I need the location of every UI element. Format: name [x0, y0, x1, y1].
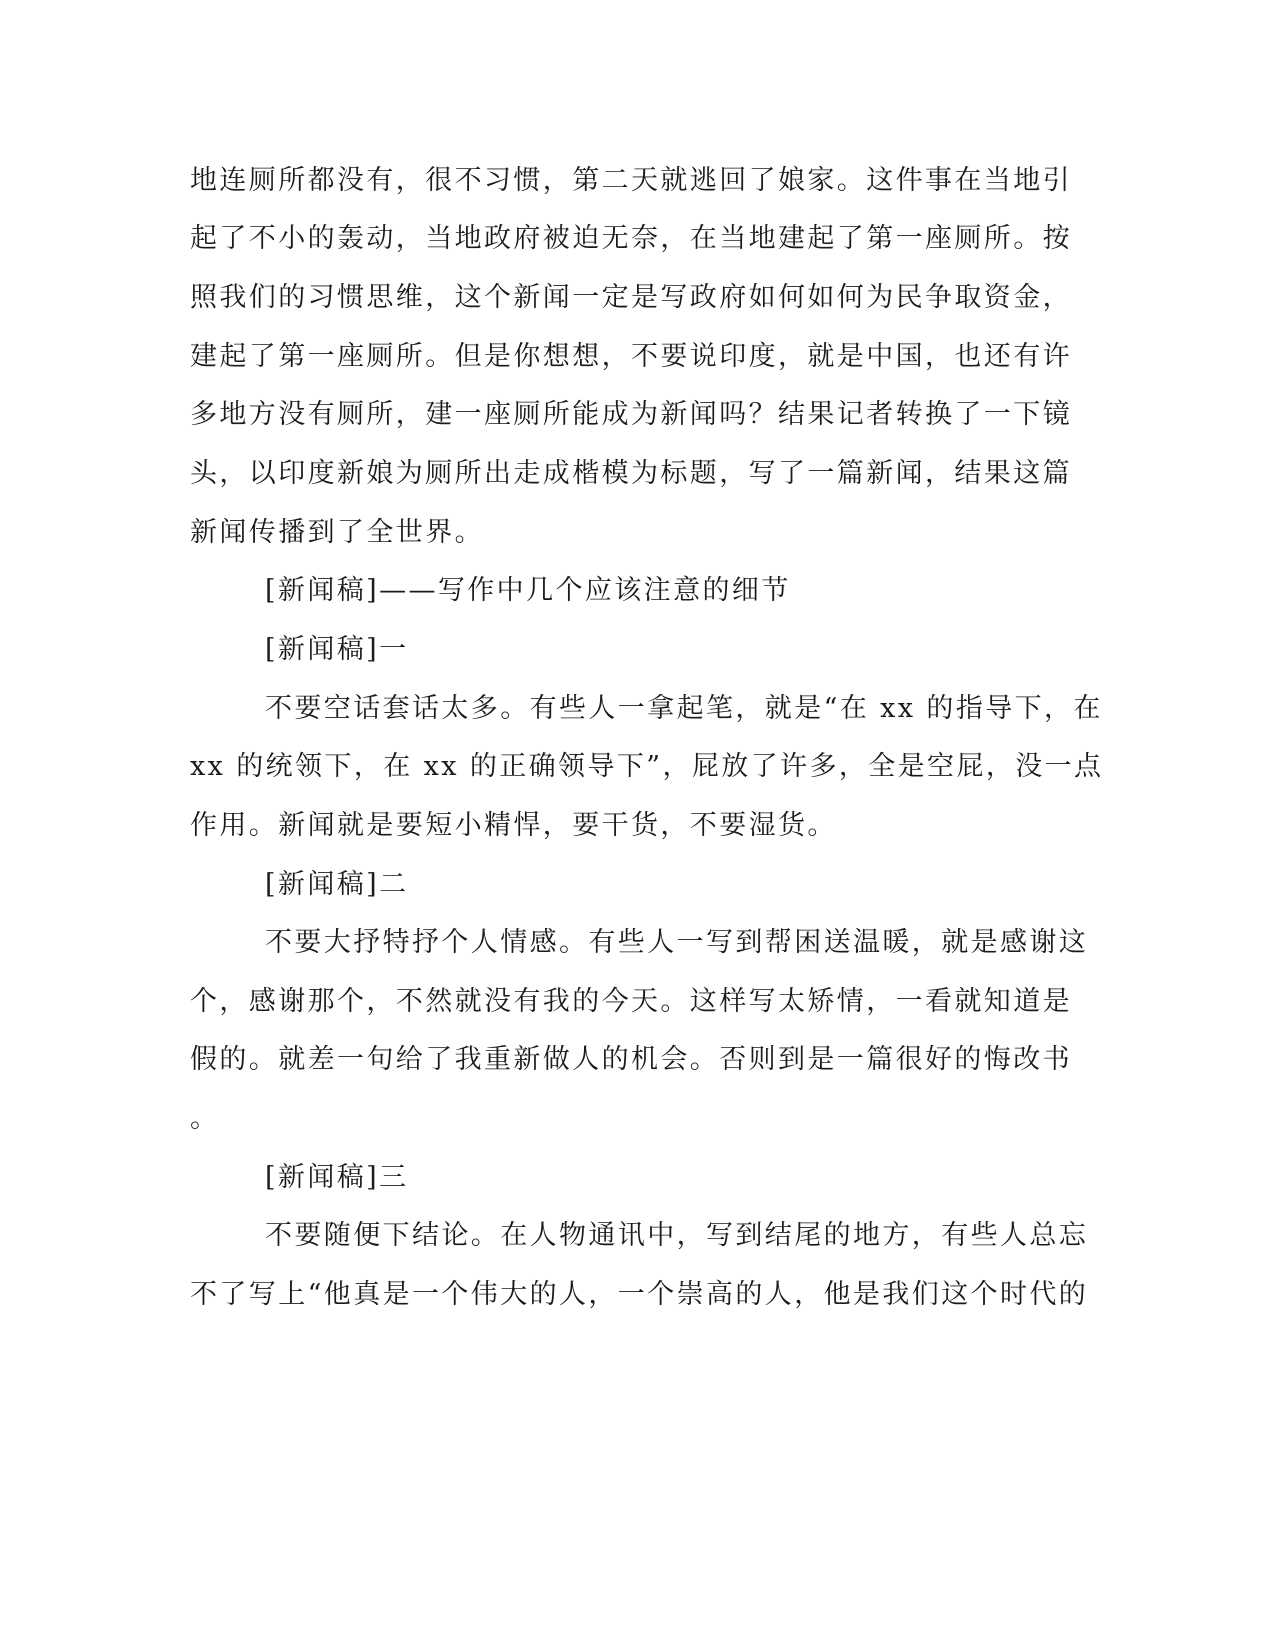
paragraph-line: 个，感谢那个，不然就没有我的今天。这样写太矫情，一看就知道是 [190, 986, 1072, 1017]
paragraph-line: 不要空话套话太多。有些人一拿起笔，就是“在 xx 的指导下，在 [265, 693, 1103, 724]
paragraph-line: 地连厕所都没有，很不习惯，第二天就逃回了娘家。这件事在当地引 [190, 165, 1072, 196]
paragraph-line: 不要大抒特抒个人情感。有些人一写到帮困送温暖，就是感谢这 [265, 927, 1089, 958]
section-heading: [新闻稿]二 [265, 869, 409, 900]
paragraph-line: 建起了第一座厕所。但是你想想，不要说印度，就是中国，也还有许 [190, 341, 1072, 372]
paragraph-line: xx 的统领下，在 xx 的正确领导下”，屁放了许多，全是空屁，没一点 [190, 751, 1104, 782]
paragraph-line: 不了写上“他真是一个伟大的人，一个崇高的人，他是我们这个时代的 [190, 1279, 1089, 1310]
paragraph-line: 。 [190, 1103, 220, 1134]
paragraph-line: 作用。新闻就是要短小精悍，要干货，不要湿货。 [190, 810, 837, 841]
section-heading: [新闻稿]三 [265, 1162, 409, 1193]
paragraph-line: 起了不小的轰动，当地政府被迫无奈，在当地建起了第一座厕所。按 [190, 223, 1072, 254]
paragraph-line: 多地方没有厕所，建一座厕所能成为新闻吗？结果记者转换了一下镜 [190, 399, 1072, 430]
paragraph-line: 假的。就差一句给了我重新做人的机会。否则到是一篇很好的悔改书 [190, 1044, 1072, 1075]
paragraph-line: 不要随便下结论。在人物通讯中，写到结尾的地方，有些人总忘 [265, 1220, 1089, 1251]
paragraph-line: 照我们的习惯思维，这个新闻一定是写政府如何如何为民争取资金， [190, 282, 1072, 313]
section-heading: [新闻稿]——写作中几个应该注意的细节 [265, 575, 791, 606]
paragraph-line: 头，以印度新娘为厕所出走成楷模为标题，写了一篇新闻，结果这篇 [190, 458, 1072, 489]
section-heading: [新闻稿]一 [265, 634, 409, 665]
paragraph-line: 新闻传播到了全世界。 [190, 517, 484, 548]
